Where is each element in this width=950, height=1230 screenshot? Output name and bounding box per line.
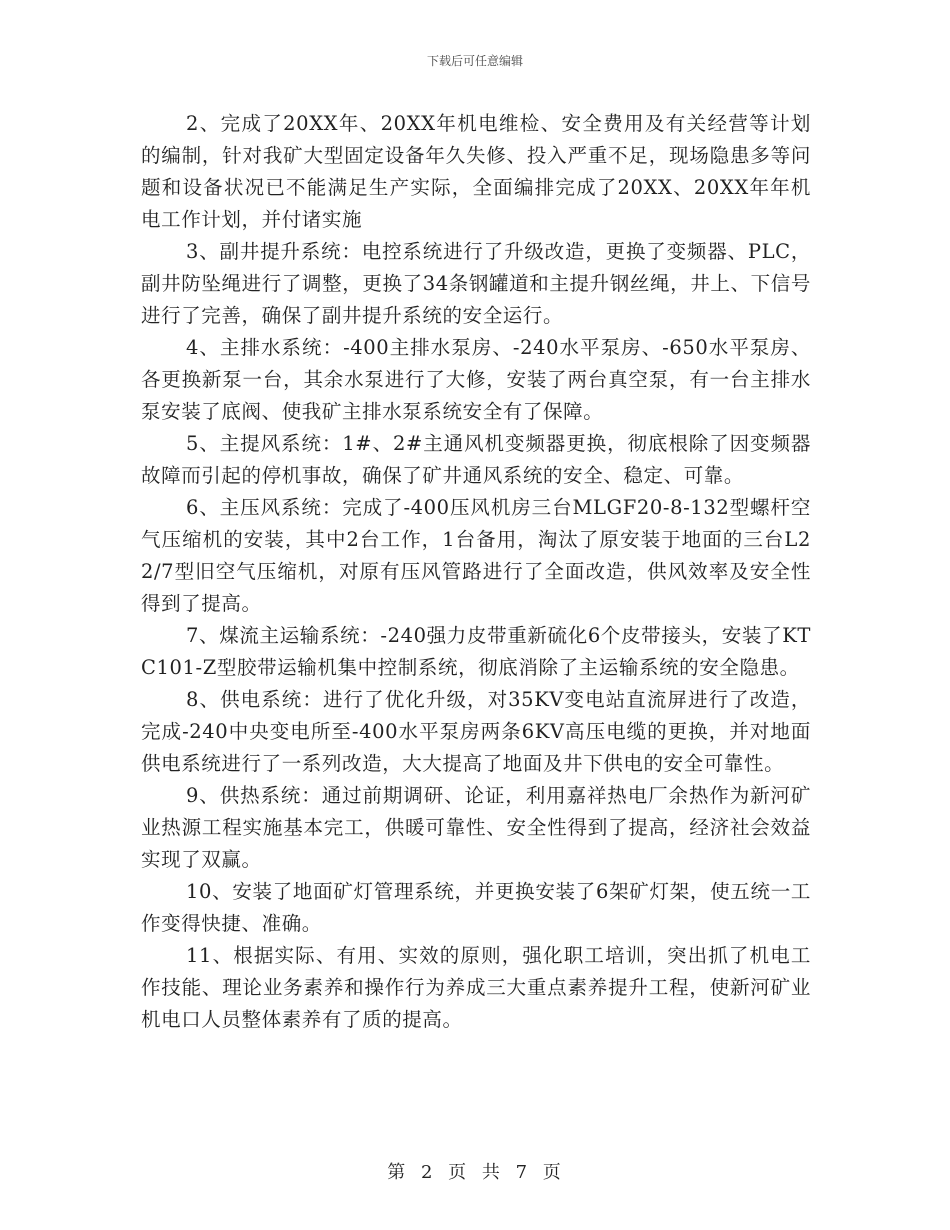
paragraph-10: 10、安装了地面矿灯管理系统，并更换安装了6架矿灯架，使五统一工作变得快捷、准确。 bbox=[141, 880, 811, 935]
page-footer: 第 2 页 共 7 页 bbox=[387, 1162, 563, 1183]
paragraph-9: 9、供热系统：通过前期调研、论证，利用嘉祥热电厂余热作为新河矿业热源工程实施基本完工，供暖可靠性、安全性得到了提高，经济社会效益实现了双赢。 bbox=[141, 784, 811, 871]
paragraph-3: 3、副井提升系统：电控系统进行了升级改造，更换了变频器、PLC，副井防坠绳进行了调整，更换了34条钢罐道和主提升钢丝绳，井上、下信号进行了完善，确保了副井提升系统的安全运行。 bbox=[141, 240, 811, 327]
paragraph-4: 4、主排水系统：-400主排水泵房、-240水平泵房、-650水平泵房、各更换新泵一台，其余水泵进行了大修，安装了两台真空泵，有一台主排水泵安装了底阀、使我矿主排水泵系统安全有了保障。 bbox=[141, 336, 811, 423]
paragraph-7: 7、煤流主运输系统：-240强力皮带重新硫化6个皮带接头，安装了KTC101-Z型胶带运输机集中控制系统，彻底消除了主运输系统的安全隐患。 bbox=[141, 624, 811, 679]
document-body bbox=[141, 108, 811, 1036]
paragraph-2: 2、完成了20XX年、20XX年机电维检、安全费用及有关经营等计划的编制，针对我矿大型固定设备年久失修、投入严重不足，现场隐患多等问题和设备状况已不能满足生产实际，全面编排完成了20XX、20XX年年机电工作计划，并付诸实施 bbox=[141, 112, 811, 231]
paragraph-5: 5、主提风系统：1#、2#主通风机变频器更换，彻底根除了因变频器故障而引起的停机事故，确保了矿井通风系统的安全、稳定、可靠。 bbox=[141, 432, 811, 487]
paragraph-11: 11、根据实际、有用、实效的原则，强化职工培训，突出抓了机电工作技能、理论业务素养和操作行为养成三大重点素养提升工程，使新河矿业机电口人员整体素养有了质的提高。 bbox=[141, 944, 811, 1031]
page-header: 下载后可任意编辑 bbox=[426, 54, 523, 68]
paragraph-6: 6、主压风系统：完成了-400压风机房三台MLGF20-8-132型螺杆空气压缩机的安装，其中2台工作，1台备用，淘汰了原安装于地面的三台L22/7型旧空气压缩机，对原有压风管路进行了全面改造，供风效率及安全性得到了提高。 bbox=[141, 496, 811, 615]
paragraph-8: 8、供电系统：进行了优化升级，对35KV变电站直流屏进行了改造，完成-240中央变电所至-400水平泵房两条6KV高压电缆的更换，并对地面供电系统进行了一系列改造，大大提高了地面及井下供电的安全可靠性。 bbox=[141, 688, 811, 775]
